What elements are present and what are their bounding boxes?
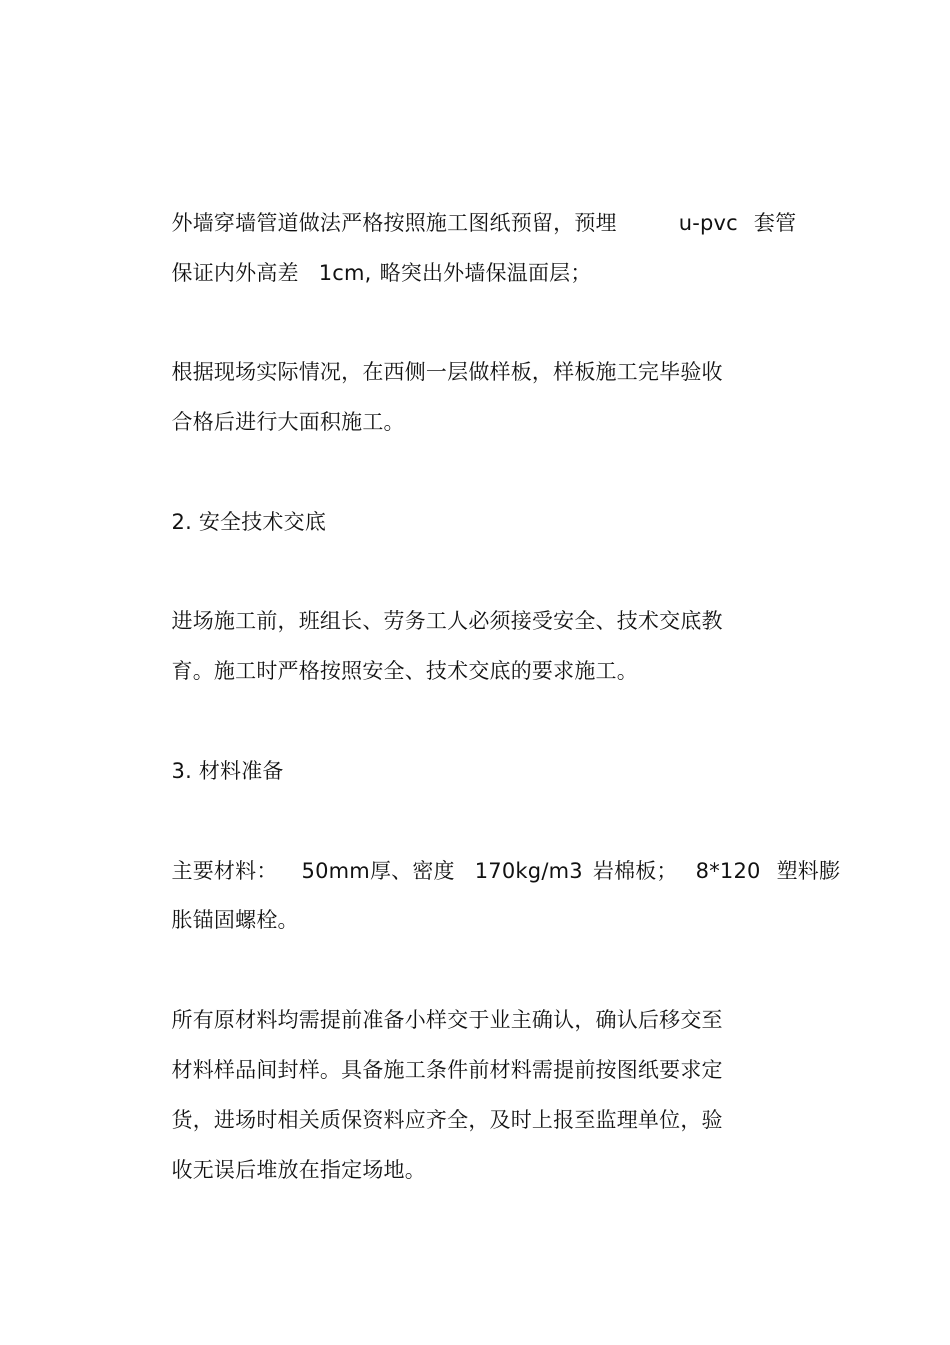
paragraph-line	[144, 377, 405, 467]
text-segment: 收无误后堆放在指定场地。	[171, 1158, 426, 1182]
text-segment: 略突出外墙保温面层；	[379, 261, 592, 285]
text-segment: 岩棉板；	[592, 859, 678, 883]
text-segment: 合格后进行大面积施工。	[171, 410, 405, 434]
section-heading	[144, 726, 284, 816]
text-segment: 育。施工时严格按照安全、技术交底的要求施工。	[171, 659, 638, 683]
text-segment: 170kg/m3	[474, 859, 583, 883]
text-segment: 胀锚固螺栓。	[171, 908, 299, 932]
text-segment: 8*120	[695, 859, 761, 883]
paragraph-line	[144, 228, 592, 318]
heading-text: 3. 材料准备	[171, 759, 284, 783]
text-segment: 进场施工前，班组长、劳务工人必须接受安全、技术交底教	[171, 609, 723, 633]
text-segment: 外墙穿墙管道做法严格按照施工图纸预留，预埋	[171, 211, 617, 235]
text-segment: 材料样品间封样。具备施工条件前材料需提前按图纸要求定	[171, 1058, 723, 1082]
text-segment: 1cm,	[318, 261, 372, 285]
text-segment: 套管	[753, 211, 797, 235]
text-segment: 50mm厚、密度	[301, 859, 455, 883]
paragraph-line	[144, 1125, 426, 1215]
paragraph-line	[144, 875, 299, 965]
text-segment: 所有原材料均需提前准备小样交于业主确认，确认后移交至	[171, 1008, 723, 1032]
text-segment: 塑料膨	[776, 859, 841, 883]
text-segment: u-pvc	[678, 211, 738, 235]
text-segment: 保证内外高差	[171, 261, 299, 285]
section-heading	[144, 477, 326, 567]
paragraph-line	[144, 626, 638, 716]
text-segment: 主要材料：	[171, 859, 278, 883]
heading-text: 2. 安全技术交底	[171, 510, 327, 534]
text-segment: 根据现场实际情况，在西侧一层做样板，样板施工完毕验收	[171, 360, 723, 384]
text-segment: 货，进场时相关质保资料应齐全，及时上报至监理单位，验	[171, 1108, 723, 1132]
